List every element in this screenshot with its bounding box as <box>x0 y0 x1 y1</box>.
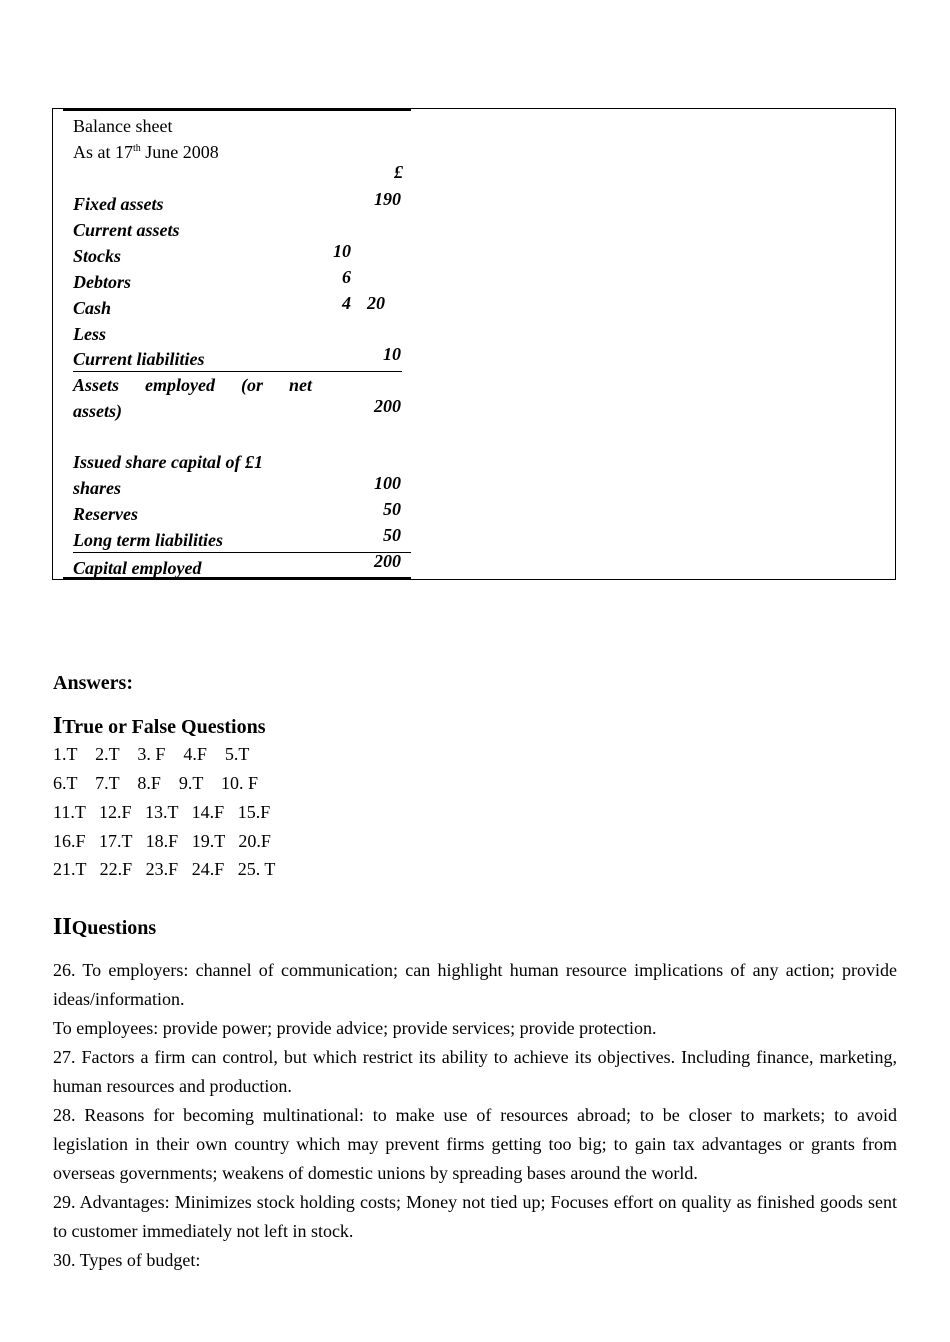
issued-capital-label-line2: shares <box>73 478 122 498</box>
section-questions-heading: IIQuestions <box>53 914 157 940</box>
current-assets-subtotal: 20 <box>367 293 385 313</box>
assets-employed-value: 200 <box>374 396 401 416</box>
debtors-value: 6 <box>342 267 351 287</box>
answer-26-employees: To employees: provide power; provide advice; provide services; provide protection. <box>53 1018 657 1038</box>
answer-29: 29. Advantages: Minimizes stock holding costs; Money not tied up; Focuses effort on quality as finished goods sent to customer immediately not left in stock. <box>53 1192 897 1241</box>
tf-answers-row: 16.F 17.T 18.F 19.T 20.F <box>53 831 271 851</box>
less-label: Less <box>73 324 106 344</box>
stocks-label: Stocks <box>73 246 122 266</box>
assets-employed-label-line2: assets) <box>73 401 122 421</box>
debtors-label: Debtors <box>73 272 131 292</box>
current-assets-label: Current assets <box>73 220 180 240</box>
balance-sheet-box <box>52 108 896 580</box>
section-true-false-heading: ITrue or False Questions <box>53 713 266 739</box>
answers-heading: Answers: <box>53 672 133 694</box>
cash-label: Cash <box>73 298 112 318</box>
assets-employed-label-line1: Assets employed (or net <box>73 375 312 395</box>
answer-26: 26. To employers: channel of communication; can highlight human resource implications of any action; provide ideas/information. <box>53 960 897 1009</box>
stocks-value: 10 <box>333 241 351 261</box>
long-term-liabilities-value: 50 <box>383 525 401 545</box>
capital-employed-value: 200 <box>374 551 401 571</box>
answer-30: 30. Types of budget: <box>53 1250 201 1270</box>
current-liabilities-label: Current liabilities <box>73 349 205 369</box>
currency-symbol: £ <box>394 162 403 182</box>
current-liabilities-value: 10 <box>383 344 401 364</box>
answer-28: 28. Reasons for becoming multinational: to make use of resources abroad; to be closer to markets; to avoid legislation in their own country which may prevent firms getting too big; to gain tax advantages or grants from overseas governments; weakens of domestic unions by spreading bases around the world. <box>53 1105 897 1183</box>
long-term-liabilities-label: Long term liabilities <box>73 530 224 550</box>
reserves-label: Reserves <box>73 504 138 524</box>
issued-capital-value: 100 <box>374 473 401 493</box>
tf-answers-row: 11.T 12.F 13.T 14.F 15.F <box>53 802 271 822</box>
reserves-value: 50 <box>383 499 401 519</box>
tf-answers-row: 21.T 22.F 23.F 24.F 25. T <box>53 859 276 879</box>
tf-answers-row: 1.T 2.T 3. F 4.F 5.T <box>53 744 250 764</box>
answers-body <box>53 956 897 1275</box>
net-assets-rule <box>73 371 402 372</box>
balance-sheet-date: As at 17th June 2008 <box>73 142 219 162</box>
fixed-assets-value: 190 <box>374 189 401 209</box>
tf-answers-row: 6.T 7.T 8.F 9.T 10. F <box>53 773 259 793</box>
cash-value: 4 <box>342 293 351 313</box>
capital-employed-label: Capital employed <box>73 558 202 578</box>
answer-27: 27. Factors a firm can control, but which restrict its ability to achieve its objectives. Including finance, marketing, human resources and production. <box>53 1047 897 1096</box>
issued-capital-label-line1: Issued share capital of £1 <box>73 452 264 472</box>
balance-sheet-title: Balance sheet <box>73 116 173 136</box>
fixed-assets-label: Fixed assets <box>73 194 164 214</box>
